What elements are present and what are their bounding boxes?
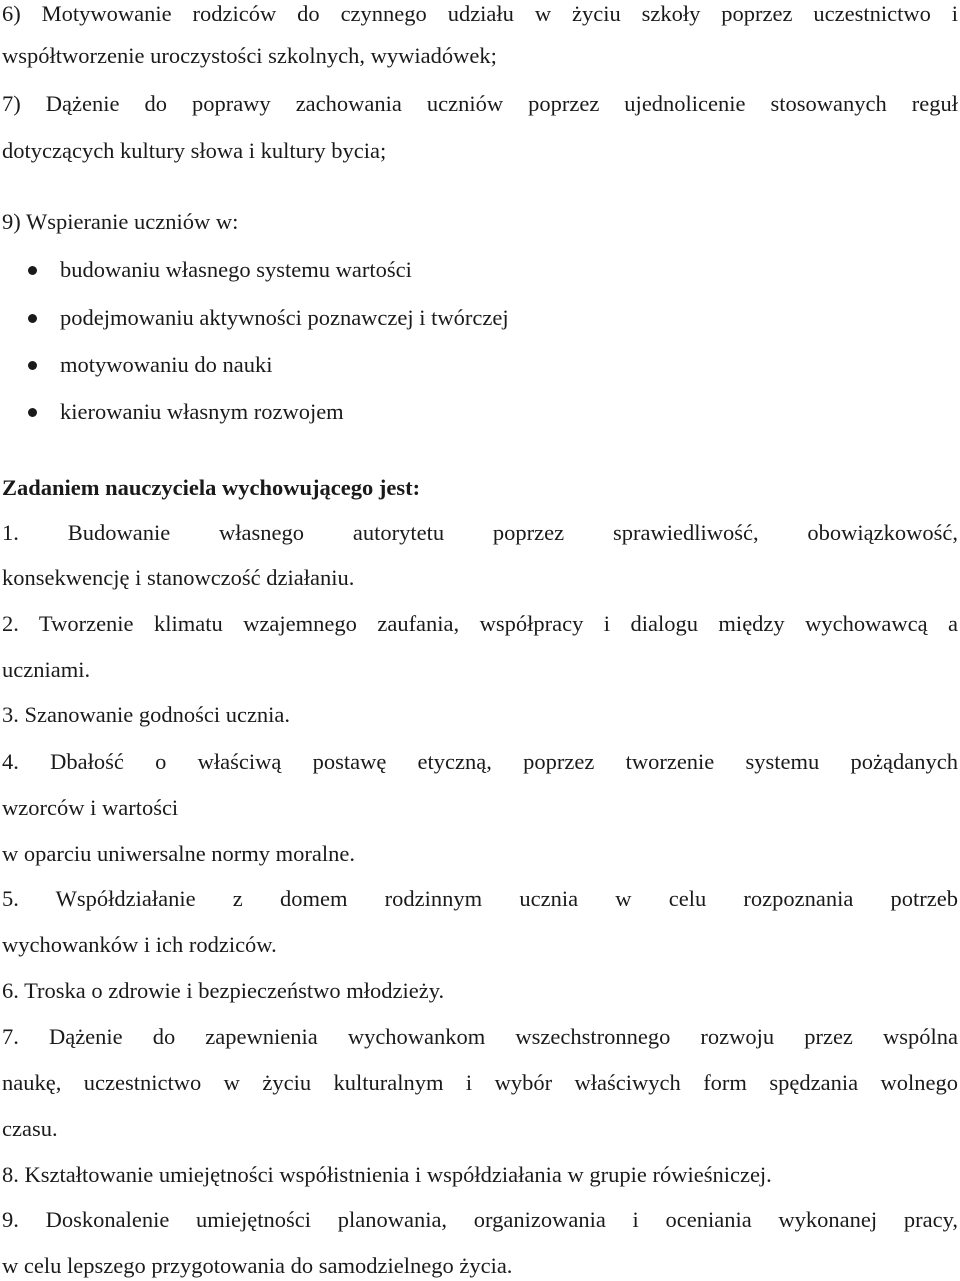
bullet-text: kierowaniu własnym rozwojem — [60, 399, 344, 424]
section-line: 6. Troska o zdrowie i bezpieczeństwo młodzieży. — [2, 978, 445, 1003]
section-line: w oparciu uniwersalne normy moralne. — [2, 841, 356, 866]
paragraph-item-6-line-2: współtworzenie uroczystości szkolnych, wywiadówek; — [2, 43, 497, 68]
bullet-dot-icon — [28, 266, 37, 275]
bullet-dot-icon — [28, 408, 37, 417]
section-line: konsekwencję i stanowczość działaniu. — [2, 565, 355, 590]
section-line: wychowanków i ich rodziców. — [2, 932, 277, 957]
section-heading: Zadaniem nauczyciela wychowującego jest: — [2, 475, 421, 500]
section-line: wzorców i wartości — [2, 795, 179, 820]
section-line: 8. Kształtowanie umiejętności współistnienia i współdziałania w grupie rówieśniczej. — [2, 1162, 772, 1187]
bullet-text: budowaniu własnego systemu wartości — [60, 257, 412, 282]
section-line: 9. Doskonalenie umiejętności planowania, organizowania i oceniania wykonanej pracy, — [2, 1207, 958, 1232]
paragraph-item-7-line-1: 7) Dążenie do poprawy zachowania uczniów poprzez ujednolicenie stosowanych reguł — [2, 91, 958, 116]
section-line: 7. Dążenie do zapewnienia wychowankom wszechstronnego rozwoju przez wspólna — [2, 1024, 958, 1049]
section-line: czasu. — [2, 1116, 58, 1141]
bullet-text: podejmowaniu aktywności poznawczej i twórczej — [60, 305, 509, 330]
bullet-dot-icon — [28, 361, 37, 370]
section-line: w celu lepszego przygotowania do samodzielnego życia. — [2, 1253, 513, 1278]
section-line: 2. Tworzenie klimatu wzajemnego zaufania, współpracy i dialogu między wychowawcą a — [2, 611, 958, 636]
section-line: 5. Współdziałanie z domem rodzinnym ucznia w celu rozpoznania potrzeb — [2, 886, 958, 911]
paragraph-item-6-line-1: 6) Motywowanie rodziców do czynnego udziału w życiu szkoły poprzez uczestnictwo i — [2, 1, 958, 26]
section-line: 3. Szanowanie godności ucznia. — [2, 702, 291, 727]
section-line: 4. Dbałość o właściwą postawę etyczną, poprzez tworzenie systemu pożądanych — [2, 749, 958, 774]
bullet-text: motywowaniu do nauki — [60, 352, 273, 377]
paragraph-item-7-line-2: dotyczących kultury słowa i kultury bycia; — [2, 138, 387, 163]
section-line: naukę, uczestnictwo w życiu kulturalnym i wybór właściwych form spędzania wolnego — [2, 1070, 958, 1095]
section-line: 1. Budowanie własnego autorytetu poprzez sprawiedliwość, obowiązkowość, — [2, 520, 958, 545]
section-line: uczniami. — [2, 657, 91, 682]
paragraph-item-9: 9) Wspieranie uczniów w: — [2, 209, 239, 234]
bullet-dot-icon — [28, 314, 37, 323]
